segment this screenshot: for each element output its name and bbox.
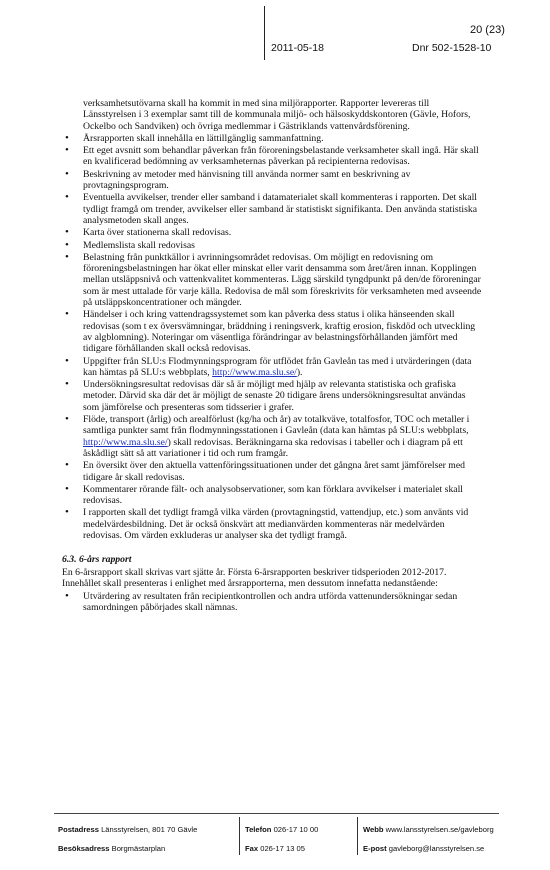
footer-label: E-post [363, 844, 387, 853]
list-item: • Händelser i och kring vattendragssystemet som kan påverka dess status i olika hänseenden skall redovisas (som t ex översvämningar, bräddning i reningsverk, kraftig erosion, fiskdöd och utveckling av algblomning). Noteringar om väsentliga förändringar av belastningsförhållanden jämfört med tidigare förhållanden skall också redovisas. [62, 309, 482, 354]
slu-link[interactable]: http://www.ma.slu.se/ [212, 366, 297, 378]
list-item: • Årsrapporten skall innehålla en lättillgänglig sammanfattning. [62, 133, 482, 144]
section-heading: 6.3. 6-års rapport [62, 554, 132, 566]
list-item-text: Uppgifter från SLU:s Flodmynningsprogram för utflödet från Gavleån tas med i utvärderingen (data kan hämtas på SLU:s webbplats, [83, 355, 472, 378]
footer-divider [54, 813, 499, 814]
slu-link[interactable]: http://www.ma.slu.se/ [83, 436, 168, 448]
footer-address-column [58, 820, 197, 858]
list-item-text: Flöde, transport (årlig) och arealförlust (kg/ha och år) av totalkväve, totalfosfor, TOC och metaller i samtliga punkter samt från flodmynningsstationen i Gavleån (data kan hämtas på SLU:s webbplats, [83, 414, 470, 437]
list-item-text: ). [296, 366, 303, 378]
list-item [62, 414, 482, 459]
list-item: • Karta över stationerna skall redovisas. [62, 227, 482, 238]
footer-value: 026-17 13 05 [260, 844, 305, 853]
page-number: 20 (23) [470, 24, 505, 36]
document-reference: Dnr 502-1528-10 [412, 42, 492, 54]
footer-email-link[interactable]: gavleborg@lansstyrelsen.se [388, 844, 485, 853]
footer-value: Länsstyrelsen, 801 70 Gävle [101, 825, 198, 834]
footer-column-divider [239, 817, 240, 855]
list-item: • Belastning från punktkällor i avrinningsområdet redovisas. Om möjligt en redovisning om föroreningsbelastningen har ökat eller minskat eller varit densamma som året/åren innan. Kopplingen mellan utsläppsnivå och vattenkvalitet kommenteras. Lägg särskild tyngdpunkt på den/de föroreningar som är mest uttalade för varje källa. Redovisa de mål som föreskrivits för verksamheten med avseende på utsläppskoncentrationer och mängder. [62, 252, 482, 308]
list-item: • Kommentarer rörande fält- och analysobservationer, som kan förklara avvikelser i materialet skall redovisas. [62, 484, 482, 507]
footer-phone-column [245, 820, 318, 858]
footer-label: Postadress [58, 825, 99, 834]
list-item [62, 356, 482, 379]
footer-label: Webb [363, 825, 384, 834]
footer-column-divider [357, 817, 358, 855]
section-list [62, 591, 482, 614]
document-body [62, 98, 482, 615]
footer-label: Telefon [245, 825, 272, 834]
list-item: • Utvärdering av resultaten från recipientkontrollen och andra utförda vattenundersökningar sedan samordningen påbörjades skall nämnas. [62, 591, 482, 614]
list-item: • Medlemslista skall redovisas [62, 240, 482, 251]
footer-value: 026-17 10 00 [273, 825, 319, 834]
list-item: • En översikt över den aktuella vattenföringssituationen under det gångna året samt jämförelser med tidigare år skall redovisas. [62, 460, 482, 483]
intro-continuation: verksamhetsutövarna skall ha kommit in med sina miljörapporter. Rapporter levereras till Länsstyrelsen i 3 exemplar samt till de kommunala miljö- och hälsoskyddskontoren (Gävle, Hofors, Ockelbo och Sandviken) och övriga medlemmar i Gästriklands vattenvårdsförening. [83, 98, 471, 132]
footer-label: Besöksadress [58, 844, 110, 853]
list-item-text: ) skall redovisas. Beräkningarna ska redovisas i tabeller och i diagram på ett åskådligt sätt så att variationer i tid och rum framgår. [83, 436, 463, 459]
header-divider [264, 6, 265, 60]
list-item: • I rapporten skall det tydligt framgå vilka värden (provtagningstid, vattendjup, etc.) som använts vid medelvärdesbildning. Det är också önskvärt att medianvärden kommenteras när medelvärden redovisas. Om värden exkluderas ur analyser ska det tydligt framgå. [62, 507, 482, 541]
footer-value: Borgmästarplan [111, 844, 166, 853]
footer-web-link[interactable]: www.lansstyrelsen.se/gavleborg [385, 825, 494, 834]
footer-web-column [363, 820, 494, 858]
list-item: • Beskrivning av metoder med hänvisning till använda normer samt en beskrivning av provtagningsprogram. [62, 169, 482, 192]
list-item: • Ett eget avsnitt som behandlar påverkan från föroreningsbelastande verksamheter skall ingå. Här skall en kvalificerad bedömning av verksamheternas påverkan på recipienterna redovisas. [62, 145, 482, 168]
footer-label: Fax [245, 844, 259, 853]
document-date: 2011-05-18 [271, 42, 324, 54]
list-item: • Undersökningsresultat redovisas där så är möjligt med hjälp av relevanta statistiska och grafiska metoder. Därvid ska där det är möjligt de senaste 20 tidigare årens undersökningsresultat användas som jämförelse och presenteras som tidsserier i grafer. [62, 379, 482, 413]
requirements-list [62, 133, 482, 541]
list-item: • Eventuella avvikelser, trender eller samband i datamaterialet skall kommenteras i rapporten. Det skall tydligt framgå om trender, avvikelser eller samband är statistiskt signifikanta. Den använda statistiska analysmetoden skall anges. [62, 192, 482, 226]
section-paragraph: En 6-årsrapport skall skrivas vart sjätte år. Första 6-årsrapporten beskriver tidsperioden 2012-2017. Innehållet skall presenteras i enlighet med årsrapporterna, men dessutom innefatta nedanstående: [62, 566, 447, 589]
